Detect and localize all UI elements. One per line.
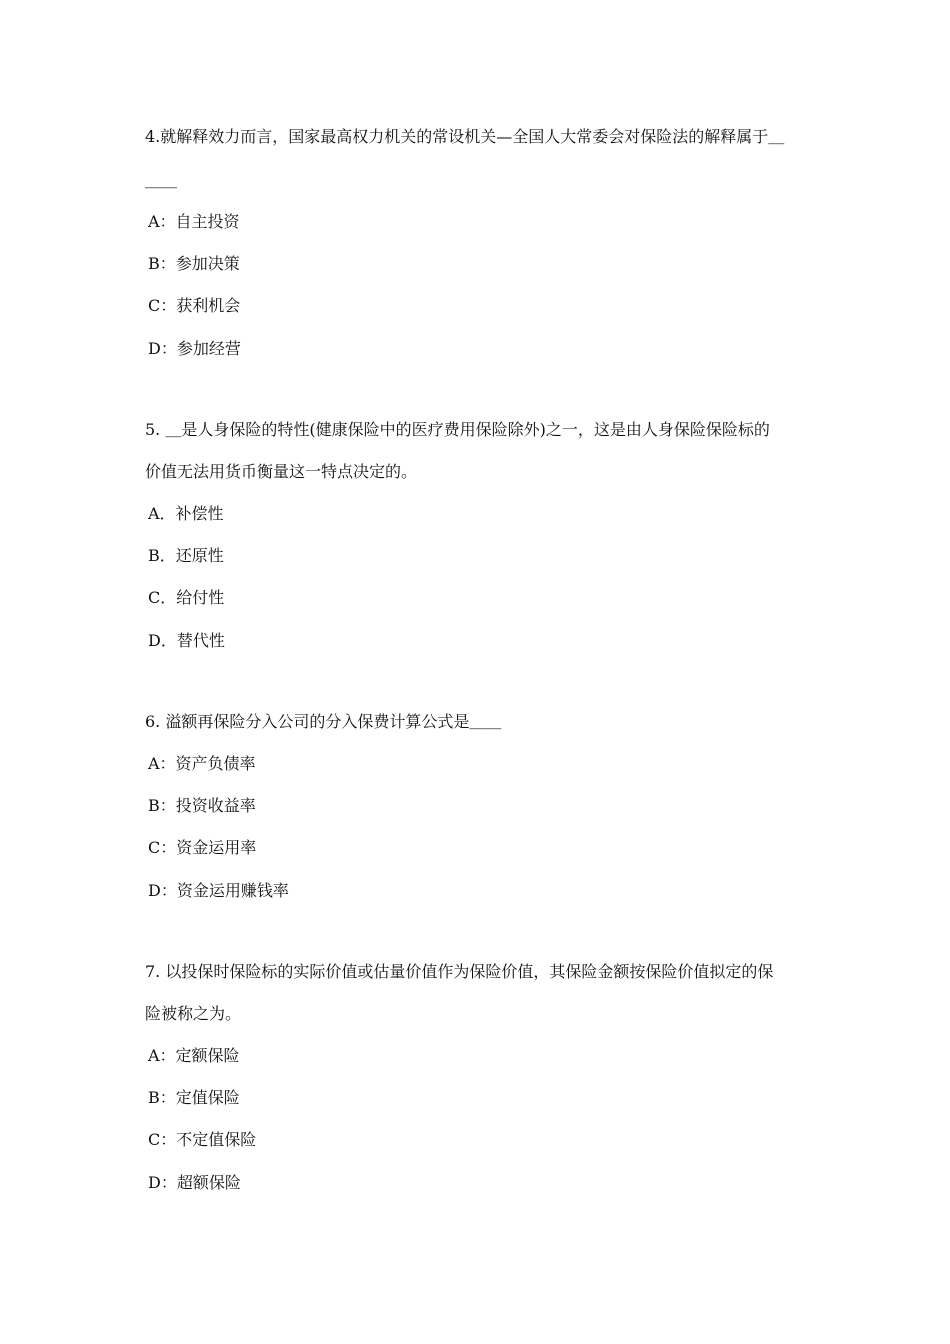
question-4-option-b: B：参加决策 xyxy=(148,254,240,273)
question-6-option-b: B：投资收益率 xyxy=(148,796,256,815)
question-5-option-a: A．补偿性 xyxy=(148,504,224,523)
question-7-stem-line-2: 险被称之为。 xyxy=(145,1004,242,1023)
question-6-option-a: A：资产负债率 xyxy=(148,754,256,773)
question-7-stem-line-1: 7. 以投保时保险标的实际价值或估量价值作为保险价值，其保险金额按保险价值拟定的保 xyxy=(145,962,774,981)
question-4-stem-line-1: 4.就解释效力而言，国家最高权力机关的常设机关—全国人大常委会对保险法的解释属于＿ xyxy=(145,127,785,146)
question-7-option-d: D：超额保险 xyxy=(148,1173,241,1192)
question-6 xyxy=(145,712,815,732)
question-4-option-d: D：参加经营 xyxy=(148,339,241,358)
question-5-option-b: B．还原性 xyxy=(148,546,224,565)
question-4-option-c: C：获利机会 xyxy=(148,296,241,315)
question-7-option-c: C：不定值保险 xyxy=(148,1130,257,1149)
question-7-option-b: B：定值保险 xyxy=(148,1088,240,1107)
question-4 xyxy=(145,127,815,191)
question-6-option-d: D：资金运用赚钱率 xyxy=(148,881,289,900)
question-6-stem-line-1: 6. 溢额再保险分入公司的分入保费计算公式是＿＿ xyxy=(145,712,502,731)
question-7-option-a: A：定额保险 xyxy=(148,1046,240,1065)
question-5-option-c: C．给付性 xyxy=(148,588,225,607)
question-4-option-a: A：自主投资 xyxy=(148,212,240,231)
question-6-option-c: C：资金运用率 xyxy=(148,838,257,857)
question-7 xyxy=(145,962,815,1024)
question-5 xyxy=(145,420,815,482)
question-4-stem-line-2: ＿＿ xyxy=(145,171,178,190)
question-5-option-d: D．替代性 xyxy=(148,631,225,650)
question-5-stem-line-1: 5. ＿是人身保险的特性(健康保险中的医疗费用保险除外)之一，这是由人身保险保险标的 xyxy=(145,420,770,439)
question-5-stem-line-2: 价值无法用货币衡量这一特点决定的。 xyxy=(145,462,418,481)
